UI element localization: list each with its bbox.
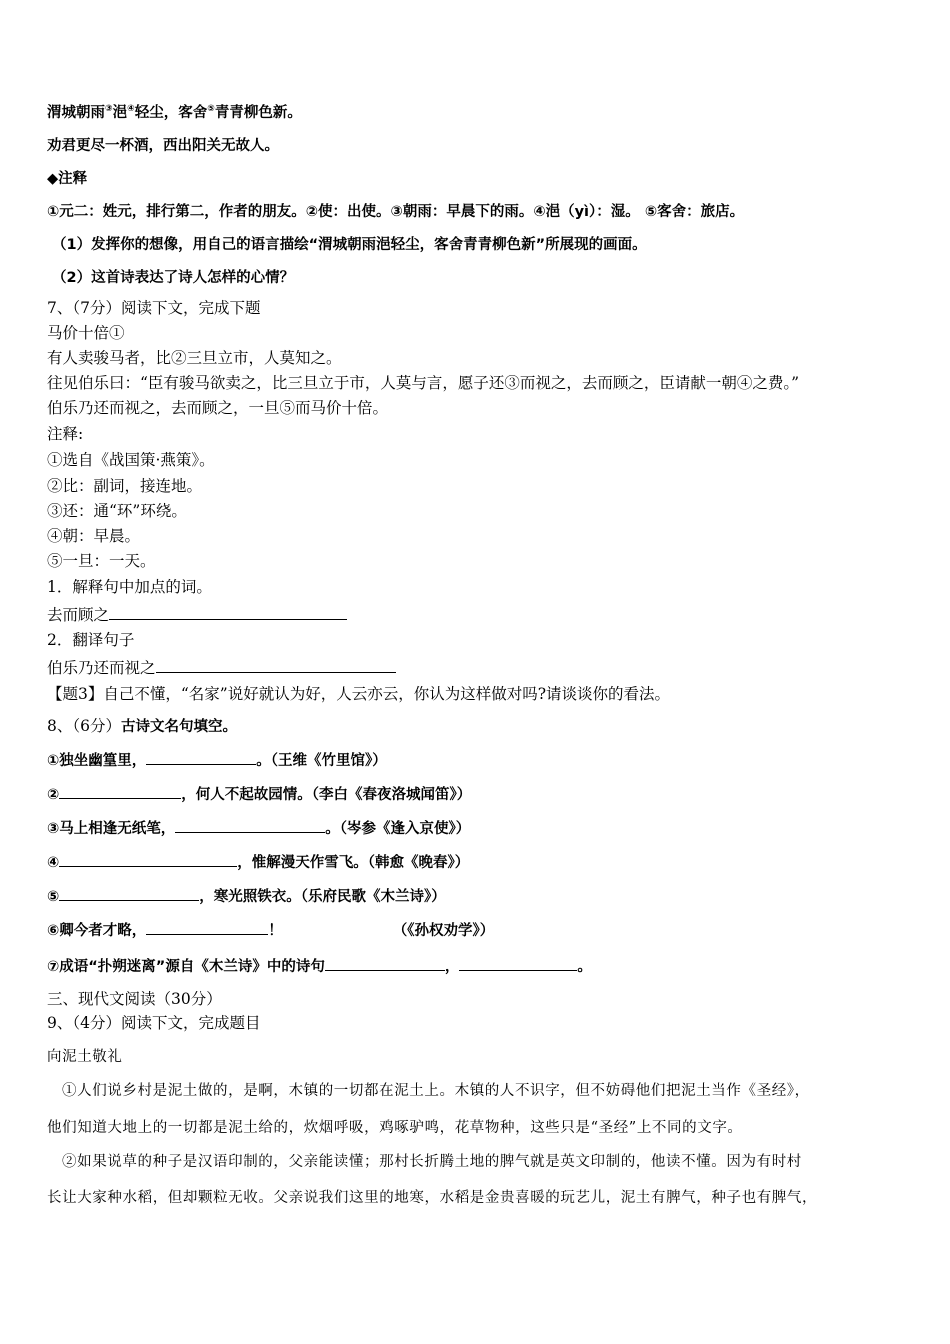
q7-subquestion-3: 【题3】自己不懂，“名家”说好就认为好，人云亦云，你认为这样做对吗?请谈谈你的看法。: [47, 685, 671, 703]
fill-source: （《孙权劝学》）: [392, 923, 495, 939]
q7-answer-line-1: [47, 605, 347, 625]
q7-paragraph-3: 伯乐乃还而视之，去而顾之，一旦⑤而马价十倍。: [47, 399, 389, 417]
article-title: 向泥土敬礼: [47, 1049, 123, 1065]
fill-text: ⑦成语“扑朔迷离”源自《木兰诗》中的诗句: [47, 959, 325, 975]
poem-notes: ①元二：姓元，排行第二，作者的朋友。②使：出使。③朝雨：早晨下的雨。④浥（yì）：湿。 ⑤客舍：旅店。: [47, 204, 745, 220]
poem-text: 青青柳色新。: [214, 105, 302, 121]
fill-blank[interactable]: [146, 920, 268, 935]
q7-answer-line-2: [47, 658, 396, 678]
fill-text: ⑥卿今者才略，: [47, 923, 147, 939]
q7-note: ④朝：早晨。: [47, 527, 141, 545]
q7-note: ③还：通“环”环绕。: [47, 502, 187, 520]
q7-notes-label: 注释:: [47, 425, 84, 443]
q9-header: 9、（4分）阅读下文，完成题目: [47, 1014, 261, 1032]
notes-title: ◆注释: [47, 171, 88, 187]
q7-paragraph-1: 有人卖骏马者，比②三旦立市，人莫知之。: [47, 349, 342, 367]
question-1: （1）发挥你的想像，用自己的语言描绘“渭城朝雨浥轻尘，客舍青青柳色新”所展现的画面。: [52, 237, 647, 253]
note-marker: ③: [105, 104, 113, 115]
answer-blank[interactable]: [156, 658, 396, 673]
fill-text: ④: [47, 855, 60, 871]
poem-text: 浥: [112, 105, 128, 121]
poem-text: 渭城朝雨: [47, 105, 105, 121]
fill-blank[interactable]: [175, 818, 325, 833]
fill-text: ，寒光照铁衣。（乐府民歌《木兰诗》）: [199, 889, 446, 905]
article-line: ②如果说草的种子是汉语印制的，父亲能读懂；那村长折腾土地的脾气就是英文印制的，他读不懂。因为有时村: [62, 1154, 802, 1170]
q7-prompt-text: 伯乐乃还而视之: [47, 659, 156, 677]
fill-blank[interactable]: [325, 956, 445, 971]
fill-item-3: [47, 818, 470, 839]
poem-line-1: [47, 103, 302, 123]
fill-text: ③马上相逢无纸笔，: [47, 821, 176, 837]
q7-note: ①选自《战国策·燕策》。: [47, 451, 215, 469]
fill-item-2: [47, 784, 471, 805]
q8-instruction: 古诗文名句填空。: [120, 719, 237, 735]
article-line: 长让大家种水稻，但却颗粒无收。父亲说我们这里的地寒，水稻是金贵喜暖的玩艺儿，泥土有脾气，种子也有脾气，: [47, 1190, 818, 1206]
note-marker: ⑤: [207, 104, 215, 115]
q8-number: 8、（6分）: [47, 717, 121, 735]
question-2: （2）这首诗表达了诗人怎样的心情？: [52, 270, 295, 286]
fill-text: ，: [444, 959, 460, 975]
q7-subquestion-1: 1．解释句中加点的词。: [47, 578, 212, 596]
q7-subquestion-2: 2．翻译句子: [47, 631, 135, 649]
section-3-title: 三、现代文阅读（30分）: [47, 990, 222, 1008]
fill-text: ⑤: [47, 889, 60, 905]
fill-item-1: [47, 750, 387, 771]
fill-text: ，惟解漫天作雪飞。（韩愈《晚春》）: [237, 855, 470, 871]
q7-note: ②比：副词，接连地。: [47, 477, 203, 495]
q7-header: 7、（7分）阅读下文，完成下题: [47, 299, 261, 317]
article-line: ①人们说乡村是泥土做的，是啊，木镇的一切都在泥土上。木镇的人不识字，但不妨碍他们把泥土当作《圣经》，: [62, 1083, 810, 1099]
fill-item-7: [47, 956, 592, 977]
fill-blank[interactable]: [146, 750, 256, 765]
fill-blank[interactable]: [59, 886, 199, 901]
q7-prompt-text: 去而顾之: [47, 606, 110, 624]
fill-item-4: [47, 852, 469, 873]
fill-item-5: [47, 886, 446, 907]
q7-title: 马价十倍①: [47, 324, 125, 342]
fill-text: 。（王维《竹里馆》）: [256, 753, 387, 769]
fill-text: ，何人不起故园情。（李白《春夜洛城闻笛》）: [181, 787, 472, 803]
fill-blank[interactable]: [459, 956, 577, 971]
q7-paragraph-2: 往见伯乐曰：“臣有骏马欲卖之，比三旦立于市，人莫与言，愿子还③而视之，去而顾之，臣请献一朝④之费。”: [47, 374, 800, 392]
fill-item-6: [47, 920, 494, 941]
fill-text: 。（岑参《逢入京使》）: [325, 821, 471, 837]
note-marker: ④: [127, 104, 135, 115]
poem-text: 轻尘，客舍: [134, 105, 208, 121]
fill-text: ②: [47, 787, 60, 803]
fill-text: ①独坐幽篁里，: [47, 753, 147, 769]
fill-blank[interactable]: [59, 784, 181, 799]
fill-text: 。: [577, 959, 592, 975]
q7-note: ⑤一旦：一天。: [47, 552, 156, 570]
answer-blank[interactable]: [109, 605, 347, 620]
q8-header: [47, 716, 237, 737]
poem-line-2: 劝君更尽一杯酒，西出阳关无故人。: [47, 138, 279, 154]
fill-text: ！: [268, 923, 283, 939]
fill-blank[interactable]: [59, 852, 237, 867]
article-line: 他们知道大地上的一切都是泥土给的，炊烟呼吸，鸡啄驴鸣，花草物种，这些只是“圣经”上不同的文字。: [47, 1120, 743, 1136]
